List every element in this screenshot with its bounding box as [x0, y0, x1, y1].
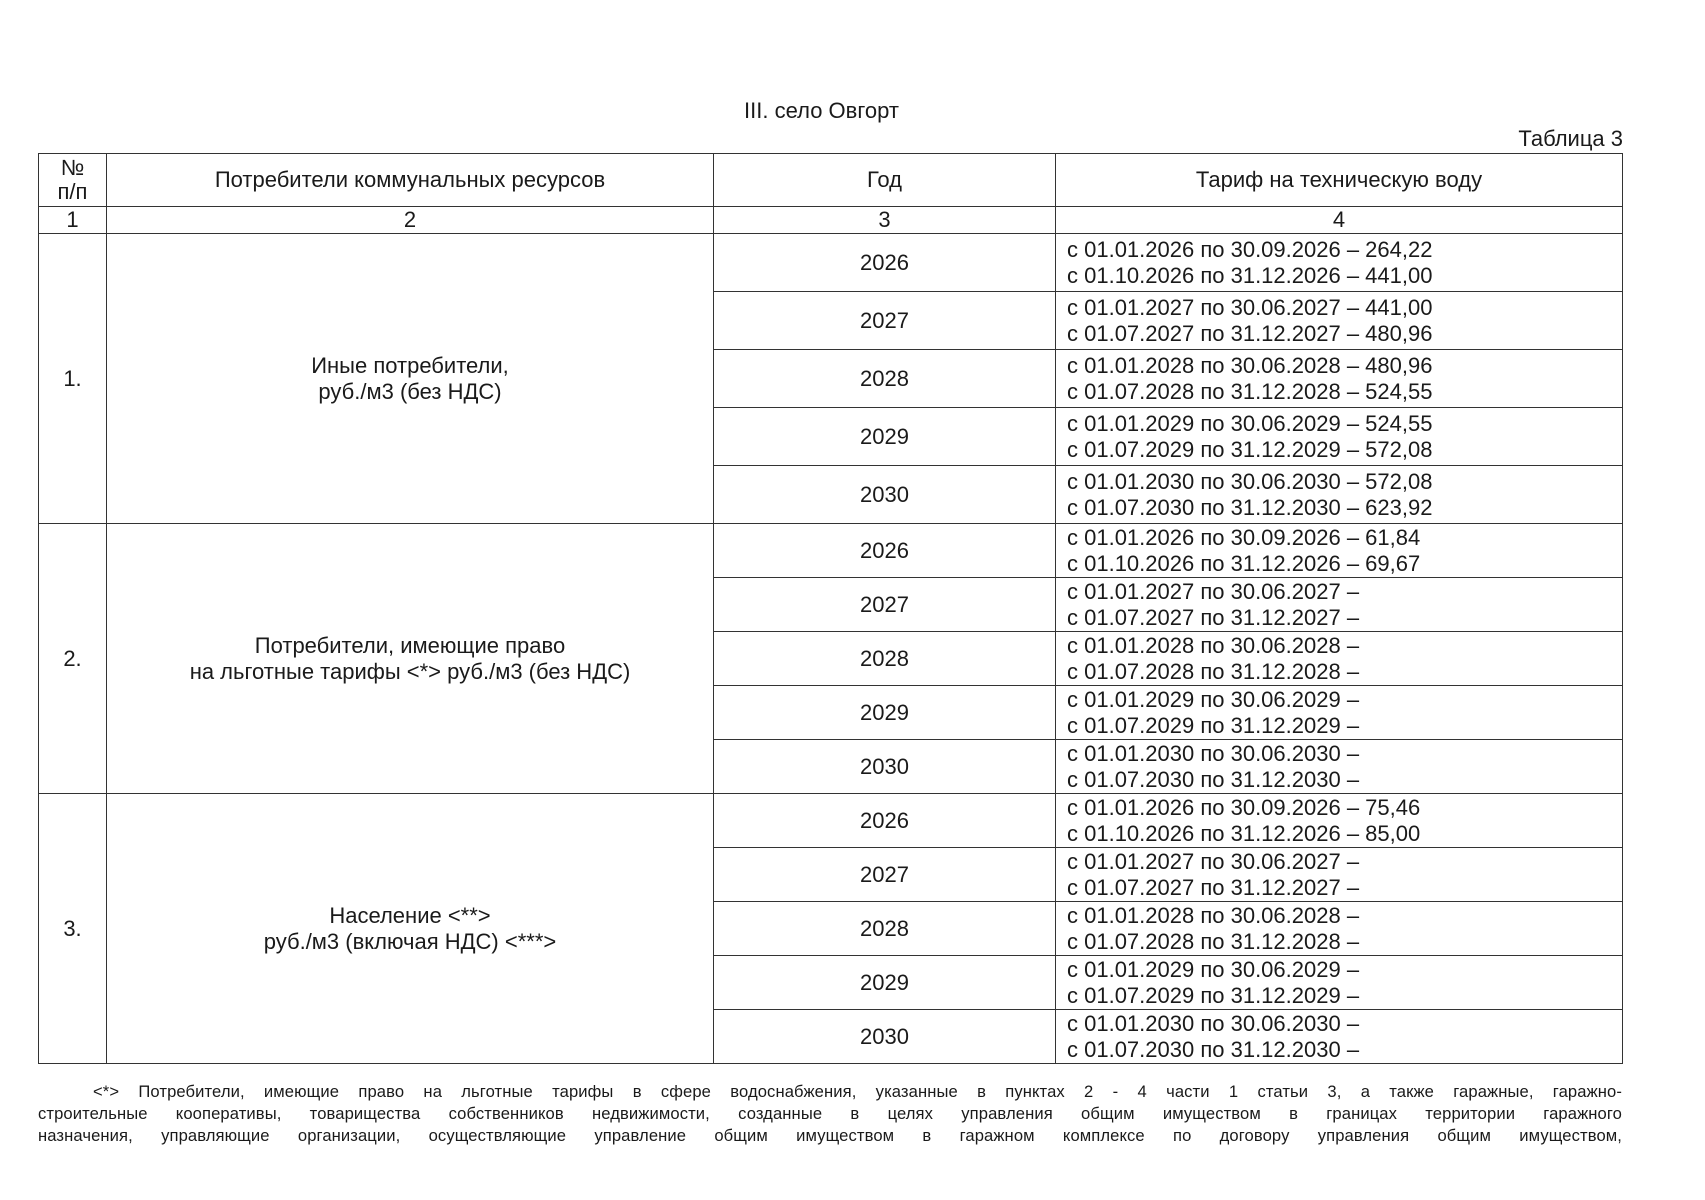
- footnote: [38, 1081, 1622, 1147]
- tariff-period: с 01.07.2030 по 31.12.2030 –: [1067, 1036, 1360, 1062]
- tariff-period: с 01.01.2027 по 30.06.2027 –: [1067, 578, 1360, 604]
- tariff-period: с 01.10.2026 по 31.12.2026 – 85,00: [1067, 820, 1421, 846]
- tariff-cell: [1056, 524, 1623, 578]
- year-cell: 2030: [714, 740, 1056, 794]
- table-header-row: [39, 154, 1623, 207]
- tariff-cell: [1056, 408, 1623, 466]
- tariff-period: с 01.01.2027 по 30.06.2027 –: [1067, 848, 1360, 874]
- year-cell: 2026: [714, 794, 1056, 848]
- tariff-period: с 01.01.2027 по 30.06.2027 – 441,00: [1067, 294, 1433, 320]
- tariff-period: с 01.07.2028 по 31.12.2028 – 524,55: [1067, 378, 1433, 404]
- tariff-cell: [1056, 902, 1623, 956]
- footnote-line: назначения, управляющие организации, осуществляющие управление общим имуществом в гаражном комплексе по договору управления общим имуществом,: [38, 1126, 1622, 1145]
- tariff-cell: [1056, 848, 1623, 902]
- header-number: № п/п: [39, 154, 107, 207]
- tariff-period: с 01.07.2028 по 31.12.2028 –: [1067, 928, 1360, 954]
- footnote-line: строительные кооперативы, товарищества собственников недвижимости, созданные в целях управления общим имуществом в границах территории гаражного: [38, 1104, 1622, 1123]
- tariff-cell: [1056, 686, 1623, 740]
- tariff-period: с 01.01.2030 по 30.06.2030 –: [1067, 740, 1360, 766]
- tariff-table: [38, 153, 1623, 1064]
- tariff-period: с 01.01.2030 по 30.06.2030 – 572,08: [1067, 468, 1433, 494]
- footnote-line: <*> Потребители, имеющие право на льготные тарифы в сфере водоснабжения, указанные в пунктах 2 - 4 части 1 статьи 3, а также гаражные, гаражно-: [93, 1082, 1622, 1101]
- tariff-period: с 01.01.2029 по 30.06.2029 –: [1067, 686, 1360, 712]
- tariff-cell: [1056, 1010, 1623, 1064]
- table-row: [39, 794, 1623, 848]
- tariff-period: с 01.07.2027 по 31.12.2027 –: [1067, 874, 1360, 900]
- year-cell: 2030: [714, 466, 1056, 524]
- tariff-cell: [1056, 350, 1623, 408]
- row-number: 2.: [39, 524, 107, 794]
- column-number: 4: [1056, 207, 1623, 234]
- year-cell: 2026: [714, 234, 1056, 292]
- tariff-period: с 01.01.2030 по 30.06.2030 –: [1067, 1010, 1360, 1036]
- column-number: 3: [714, 207, 1056, 234]
- tariff-cell: [1056, 234, 1623, 292]
- table-row: [39, 524, 1623, 578]
- header-year: Год: [714, 154, 1056, 207]
- year-cell: 2029: [714, 956, 1056, 1010]
- year-cell: 2027: [714, 578, 1056, 632]
- header-tariff: Тариф на техническую воду: [1056, 154, 1623, 207]
- tariff-period: с 01.01.2026 по 30.09.2026 – 75,46: [1067, 794, 1421, 820]
- tariff-period: с 01.10.2026 по 31.12.2026 – 441,00: [1067, 262, 1433, 288]
- tariff-period: с 01.07.2029 по 31.12.2029 – 572,08: [1067, 436, 1433, 462]
- tariff-period: с 01.01.2029 по 30.06.2029 – 524,55: [1067, 410, 1433, 436]
- year-cell: 2028: [714, 902, 1056, 956]
- tariff-period: с 01.07.2029 по 31.12.2029 –: [1067, 982, 1360, 1008]
- header-consumers: Потребители коммунальных ресурсов: [107, 154, 714, 207]
- year-cell: 2029: [714, 408, 1056, 466]
- row-number: 3.: [39, 794, 107, 1064]
- tariff-period: с 01.10.2026 по 31.12.2026 – 69,67: [1067, 550, 1421, 576]
- year-cell: 2028: [714, 350, 1056, 408]
- year-cell: 2030: [714, 1010, 1056, 1064]
- tariff-period: с 01.07.2028 по 31.12.2028 –: [1067, 658, 1360, 684]
- tariff-cell: [1056, 956, 1623, 1010]
- consumer-category: Иные потребители, руб./м3 (без НДС): [107, 234, 714, 524]
- tariff-period: с 01.07.2027 по 31.12.2027 – 480,96: [1067, 320, 1433, 346]
- consumer-category: Население <**> руб./м3 (включая НДС) <***>: [107, 794, 714, 1064]
- page-heading: III. село Овгорт: [744, 98, 899, 123]
- tariff-period: с 01.01.2026 по 30.09.2026 – 61,84: [1067, 524, 1421, 550]
- tariff-cell: [1056, 794, 1623, 848]
- column-number: 2: [107, 207, 714, 234]
- table-row: [39, 234, 1623, 292]
- year-cell: 2029: [714, 686, 1056, 740]
- consumer-category: Потребители, имеющие право на льготные тарифы <*> руб./м3 (без НДС): [107, 524, 714, 794]
- tariff-cell: [1056, 292, 1623, 350]
- column-number: 1: [39, 207, 107, 234]
- row-number: 1.: [39, 234, 107, 524]
- tariff-period: с 01.01.2026 по 30.09.2026 – 264,22: [1067, 236, 1433, 262]
- year-cell: 2028: [714, 632, 1056, 686]
- tariff-period: с 01.07.2027 по 31.12.2027 –: [1067, 604, 1360, 630]
- table-caption: Таблица 3: [1518, 126, 1623, 151]
- tariff-period: с 01.07.2029 по 31.12.2029 –: [1067, 712, 1360, 738]
- tariff-period: с 01.01.2028 по 30.06.2028 –: [1067, 632, 1360, 658]
- tariff-period: с 01.01.2029 по 30.06.2029 –: [1067, 956, 1360, 982]
- tariff-period: с 01.07.2030 по 31.12.2030 –: [1067, 766, 1360, 792]
- column-numbers-row: [39, 207, 1623, 234]
- tariff-cell: [1056, 740, 1623, 794]
- year-cell: 2027: [714, 848, 1056, 902]
- tariff-period: с 01.07.2030 по 31.12.2030 – 623,92: [1067, 494, 1433, 520]
- year-cell: 2027: [714, 292, 1056, 350]
- tariff-cell: [1056, 466, 1623, 524]
- tariff-cell: [1056, 578, 1623, 632]
- tariff-period: с 01.01.2028 по 30.06.2028 – 480,96: [1067, 352, 1433, 378]
- year-cell: 2026: [714, 524, 1056, 578]
- tariff-period: с 01.01.2028 по 30.06.2028 –: [1067, 902, 1360, 928]
- tariff-cell: [1056, 632, 1623, 686]
